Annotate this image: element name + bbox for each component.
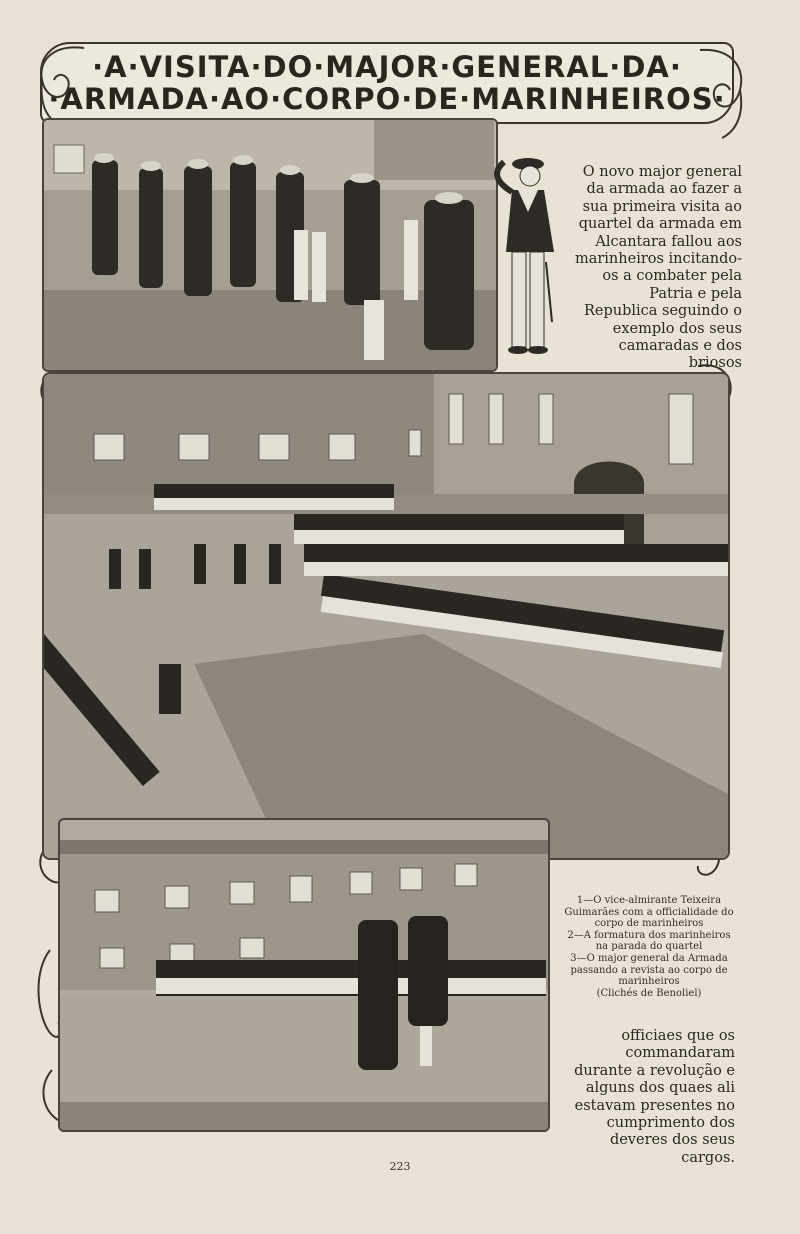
photo-captions <box>560 895 738 999</box>
caption-credit: (Clichés de Benoliel) <box>596 987 702 999</box>
title-banner <box>40 42 734 124</box>
caption-1: 1—O vice-almirante Teixeira Guimarães com a officialidade do corpo de marinheiros <box>564 895 734 930</box>
photo-sailors-formation <box>42 372 730 860</box>
photo-general-review <box>58 818 550 1132</box>
intro-article-text <box>572 164 742 373</box>
sailor-illustration <box>482 142 574 372</box>
photo-officers-group <box>42 118 498 372</box>
caption-2: 2—A formatura dos marinheiros na parada do quartel <box>567 929 731 953</box>
page-number: 223 <box>389 1160 411 1173</box>
scroll-ornament-top-left <box>34 40 94 130</box>
outro-article-text <box>565 1028 735 1167</box>
title-line-2: ·ARMADA·AO·CORPO·DE·MARINHEIROS· <box>48 82 726 116</box>
scroll-ornament-top-right <box>690 44 750 144</box>
intro-paragraph: O novo major general da armada ao fazer a sua primeira visita ao quartel da armada em Alcantara fallou aos marinheiros incitando-os a combater pela Patria e pela Republica seguindo o exemplo dos seus camaradas e dos briosos <box>574 164 742 372</box>
caption-3: 3—O major general da Armada passando a revista ao corpo de marinheiros <box>570 952 728 988</box>
outro-paragraph: officiaes que os commandaram durante a revolução e alguns dos quaes ali estavam presentes no cumprimento dos deveres dos seus cargos. <box>574 1028 735 1166</box>
title-line-1: ·A·VISITA·DO·MAJOR·GENERAL·DA· <box>92 50 682 84</box>
